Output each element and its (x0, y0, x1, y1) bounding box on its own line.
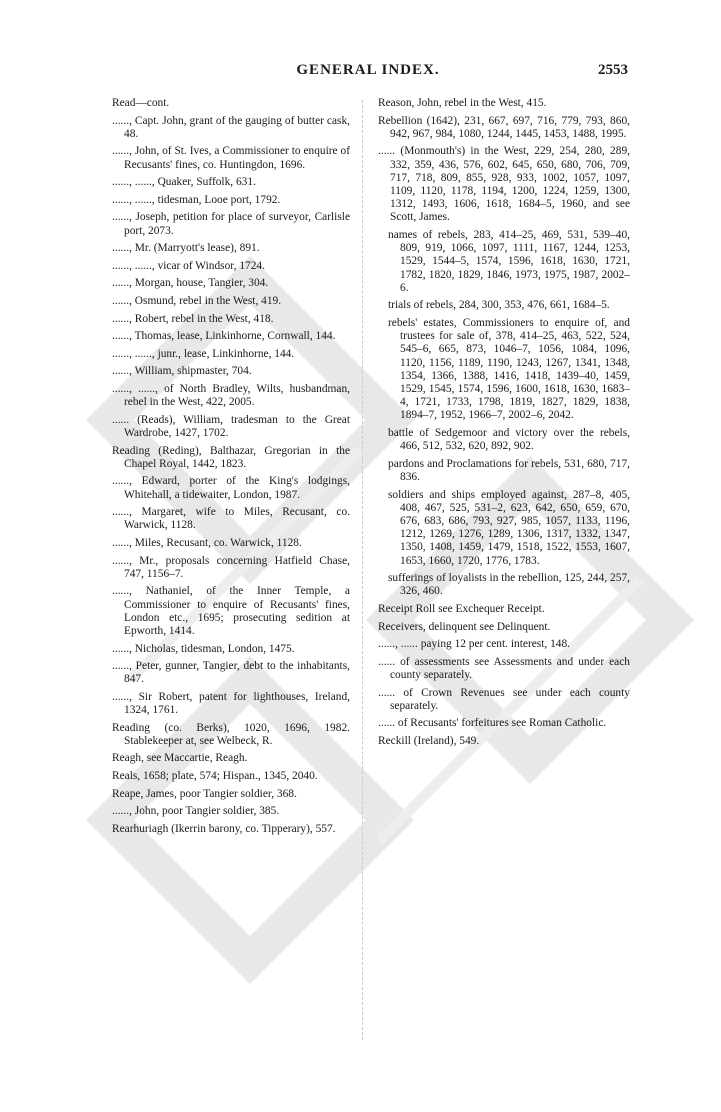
index-entry: Rearhuriagh (Ikerrin barony, co. Tipperary), 557. (112, 822, 336, 835)
index-entry: ......, Margaret, wife to Miles, Recusant, co. Warwick, 1128. (112, 506, 350, 532)
index-subentry: battle of Sedgemoor and victory over the rebels, 466, 512, 532, 620, 892, 902. (388, 427, 630, 453)
index-entry: ......, Miles, Recusant, co. Warwick, 1128. (112, 536, 302, 549)
index-entry: Rebellion (1642), 231, 667, 697, 716, 779, 793, 860, 942, 967, 984, 1080, 1244, 1445, 1453, 1488, 1995. (378, 114, 630, 140)
index-entry: ......, Joseph, petition for place of surveyor, Carlisle port, 2073. (112, 211, 350, 237)
index-subentry: soldiers and ships employed against, 287–8, 405, 408, 467, 525, 531–2, 623, 642, 650, 659, 670, 676, 683, 686, 793, 927, 985, 1057, 1133, 1196, 1212, 1269, 1276, 1289, 1306, 1317, 1332, 1347, 1350, 1408, 1459, 1479, 1518, 1522, 1553, 1607, 1653, 1660, 1720, 1776, 1783. (388, 488, 630, 567)
right-index-column (378, 97, 630, 753)
page-number: 2553 (598, 62, 628, 78)
index-entry: ......, Nathaniel, of the Inner Temple, a Commissioner to enquire of Recusants' fines, London etc., 1695; prosecuting sedition at Epworth, 1414. (112, 585, 350, 637)
index-entry: Receivers, delinquent see Delinquent. (378, 620, 551, 633)
index-entry: ......, John, poor Tangier soldier, 385. (112, 805, 280, 818)
index-entry: ......, Thomas, lease, Linkinhorne, Cornwall, 144. (112, 330, 336, 343)
index-entry: Receipt Roll see Exchequer Receipt. (378, 603, 545, 616)
index-entry: ......, ......, junr., lease, Linkinhorne, 144. (112, 347, 295, 360)
index-entry: ......, Morgan, house, Tangier, 304. (112, 277, 269, 290)
page-title: GENERAL INDEX. (296, 62, 440, 78)
index-entry: ...... (Reads), William, tradesman to the Great Wardrobe, 1427, 1702. (112, 413, 350, 439)
index-entry: ......, William, shipmaster, 704. (112, 365, 252, 378)
index-entry: ......, Sir Robert, patent for lighthouses, Ireland, 1324, 1761. (112, 690, 350, 717)
index-entry: ......, John, of St. Ives, a Commissioner to enquire of Recusants' fines, co. Huntingdon, 1696. (112, 145, 350, 171)
index-entry: Reape, James, poor Tangier soldier, 368. (112, 787, 297, 800)
index-entry: ......, ......, vicar of Windsor, 1724. (112, 259, 265, 272)
index-entry: ......, Nicholas, tidesman, London, 1475. (112, 642, 295, 655)
index-entry: Reading (Reding), Balthazar, Gregorian in the Chapel Royal, 1442, 1823. (112, 444, 350, 470)
index-subentry: names of rebels, 283, 414–25, 469, 531, 539–40, 809, 919, 1066, 1097, 1111, 1167, 1244, 1253, 1529, 1544–5, 1574, 1596, 1618, 1630, 1721, 1782, 1820, 1829, 1846, 1973, 1975, 1987, 2002–6. (388, 229, 630, 294)
index-entry: Read—cont. (112, 97, 170, 109)
index-entry: ......, ...... paying 12 per cent. interest, 148. (378, 638, 571, 651)
index-subentry: sufferings of loyalists in the rebellion, 125, 244, 257, 326, 460. (388, 572, 630, 598)
index-entry: Reckill (Ireland), 549. (378, 734, 480, 747)
index-entry: ...... of Crown Revenues see under each county separately. (378, 686, 630, 712)
column-divider (362, 100, 363, 1040)
index-entry: ...... (Monmouth's) in the West, 229, 254, 280, 289, 332, 359, 436, 576, 602, 645, 650, 680, 706, 709, 717, 718, 809, 855, 928, 933, 1002, 1057, 1097, 1109, 1120, 1178, 1194, 1200, 1224, 1259, 1300, 1312, 1493, 1606, 1618, 1684–5, 1960, and see Scott, James. (378, 145, 630, 224)
index-entry: ...... of Recusants' forfeitures see Roman Catholic. (378, 717, 607, 730)
index-entry: ......, ......, of North Bradley, Wilts, husbandman, rebel in the West, 422, 2005. (112, 382, 350, 409)
index-entry: Reason, John, rebel in the West, 415. (378, 97, 547, 109)
left-index-column (112, 97, 350, 840)
index-entry: ......, Mr. (Marryott's lease), 891. (112, 242, 260, 255)
index-entry: ...... of assessments see Assessments and under each county separately. (378, 655, 630, 681)
index-entry: ......, ......, Quaker, Suffolk, 631. (112, 176, 256, 189)
index-entry: ......, Mr., proposals concerning Hatfield Chase, 747, 1156–7. (112, 554, 350, 580)
index-entry: ......, Peter, gunner, Tangier, debt to the inhabitants, 847. (112, 660, 350, 686)
index-entry: Reagh, see Maccartie, Reagh. (112, 752, 248, 765)
index-entry: ......, Edward, porter of the King's lodgings, Whitehall, a tidewaiter, London, 1987. (112, 475, 350, 501)
index-entry: ......, Capt. John, grant of the gauging of butter cask, 48. (112, 114, 350, 140)
index-entry: ......, Osmund, rebel in the West, 419. (112, 294, 282, 307)
index-entry: Reals, 1658; plate, 574; Hispan., 1345, 2040. (112, 770, 318, 783)
index-subentry: rebels' estates, Commissioners to enquire of, and trustees for sale of, 378, 414–25, 463, 522, 524, 545–6, 665, 873, 1046–7, 1056, 1084, 1096, 1120, 1156, 1189, 1190, 1243, 1267, 1341, 1348, 1354, 1366, 1388, 1416, 1418, 1439–40, 1459, 1529, 1545, 1574, 1596, 1600, 1618, 1630, 1683–4, 1721, 1733, 1798, 1819, 1827, 1829, 1838, 1894–7, 1952, 1966–7, 2002–6, 2042. (388, 317, 630, 422)
index-entry: ......, ......, tidesman, Looe port, 1792. (112, 193, 281, 206)
index-entry: ......, Robert, rebel in the West, 418. (112, 312, 274, 325)
index-entry: Reading (co. Berks), 1020, 1696, 1982. Stablekeeper at, see Welbeck, R. (112, 721, 350, 747)
index-subentry: trials of rebels, 284, 300, 353, 476, 661, 1684–5. (388, 299, 610, 312)
page-header (108, 62, 628, 86)
index-subentry: pardons and Proclamations for rebels, 531, 680, 717, 836. (388, 457, 630, 484)
